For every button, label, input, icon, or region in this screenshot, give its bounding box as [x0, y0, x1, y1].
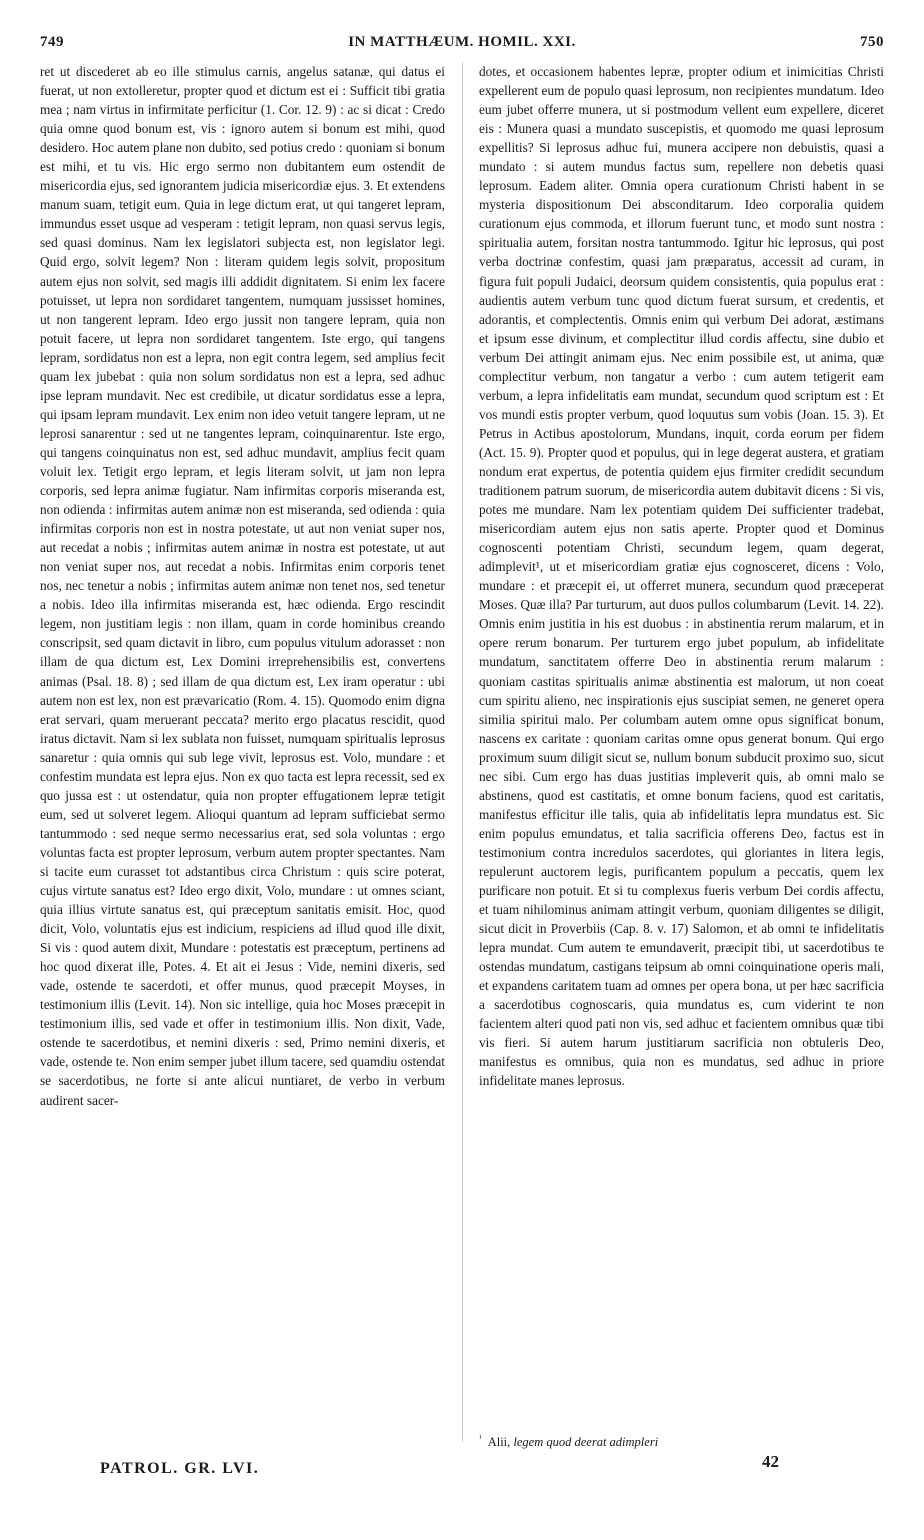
- page-number-left: 749: [40, 34, 64, 50]
- column-right-text: dotes, et occasionem habentes lepræ, propter odium et inimicitias Christi expellerent eum de populo quasi leprosum, non recipientes mundatum. Ideo eum jubet offerre munera, ut si postmodum vellent eum expellere, diceret eis : Munera quasi a mundato suscepistis, et quomodo me quasi leprosum expellitis? Si leprosus adhuc fui, munera accipere non debuistis, quasi a mundato : si autem mundus factus sum, repellere non debetis quasi leprosum. Eadem aliter. Omnia opera curationum Christi habent in se mysteria dispositionum Dei absconditarum. Ideo corporalia quidem curationum ejus commoda, et illorum fuerunt tunc, et modo sunt nostra : spiritualia autem, forsitan nostra tantummodo. Igitur hic leprosus, qui post verba doctrinæ confestim, quasi jam præparatus, accessit ad curam, in figura fuit populi Judaici, deorsum quidem consistentis, quia populus erat : audientis autem verbum tunc quod dictum fuerat sursum, et credentis, et adorantis, et complectentis. Omnis enim qui verbum Dei adorat, æstimans et ipsum esse divinum, et complectitur illud cordis affectu, sine dubio et verbum Dei attingit animam ejus. Nec enim possibile est, ut anima, quæ complectitur verbum, non tangatur a verbo : cum autem tetigerit eam verbum, a lepra infidelitatis eam mundat, secundum quod scriptum est : Et vos mundi estis propter verbum, quod loquutus sum vobis (Joan. 15. 3). Et Petrus in Actibus apostolorum, Mundans, inquit, corda eorum per fidem (Act. 15. 9). Propter quod et populus, qui in lege degerat austera, et gratiam nondum erat expertus, de potentia quidem ejus firmiter credidit secundum traditionem patrum suorum, de misericordia autem dubitavit dicens : Si vis, potes me mundare. Nam lex potentiam quidem Dei sufficienter tradebat, misericordiam autem ejus non satis aperte. Propter quod et Dominus cognoscenti potentiam Christi, secundum legem, quam degerat, adimplevit¹, ut et misericordiam gratiæ ejus cognosceret, dicens : Volo, mundare : et præcepit ei, ut offerret munera, secundum quod præceperat Moses. Quæ illa? Par turturum, aut duos pullos columbarum (Levit. 14. 22). Omnis enim justitia in his est duobus : in abstinentia rerum malarum, et in opere rerum bonarum. Per turturem ergo jubet populum, ab infidelitate mundatum, sanctitatem offerre Deo in abstinentia rerum malarum : quoniam castitas spiritualis animæ abstinentia est malorum, ut non coeat cum spiritu alieno, nec inspirationis ejus suscipiat semen, ne generet opera similia spiritui malo. Per columbam autem omne opus significat bonum, nascens ex caritate : quoniam caritas omne opus generat bonum. Qui ergo proximum suum diligit sicut se, nullum bonum subducit proximo suo, sicut nec sibi. Cum ergo has duas justitias impleverit quis, ab omni malo se abstinens, quod est castitatis, et omne bonum faciens, quod est caritatis, manifestus efficitur ille talis, quia ab infidelitatis lepra mundatus est. Sic enim populus emundatus, et talia sacrificia offerens Deo, factus est in testimonium contra incredulos sacerdotes, qui gloriantes in litera legis, repulerunt auctorem legis, purificantem populum a peccatis, quem lex purificare non potuit. Et si tu complexus fueris verbum Dei cordis affectu, et tuam nihilominus animam attingit verbum, quoniam diligentes se diligit, sicut dicit in Proverbiis (Cap. 8. v. 17) Salomon, et ab omni te infidelitatis lepra mundat. Cum autem te emundaverit, præcipit tibi, ut sacerdotibus te ostendas mundatum, castigans teipsum ab omni coinquinatione operis mali, et expandens caritatem tuam ad omnes per opera bona, ut per hæc sacrificia a sacerdotibus cognoscaris, quia mundatus es, cum viderint te non facientem alteri quod pati non vis, sed adhuc et facientem omnibus quæ tibi vis fieri. Si autem harum justitiarum sacrificia non obtuleris Deo, manifestus es omnibus, quia non es mundatus, sed adhuc in priore infidelitate manes leprosus.: [479, 64, 884, 1089]
- signature-number: 42: [762, 1452, 779, 1471]
- footnote-mark: ¹: [479, 1433, 482, 1443]
- column-divider: [462, 62, 463, 1442]
- footnote-text: legem quod deerat adimpleri: [513, 1435, 659, 1450]
- footnote-lead: Alii,: [487, 1435, 511, 1450]
- running-title: IN MATTHÆUM. HOMIL. XXI.: [348, 34, 576, 50]
- text-column-left: [40, 62, 445, 1440]
- signature-mark-left: PATROL. GR. LVI.: [100, 1460, 260, 1477]
- text-column-right: [479, 62, 884, 1380]
- running-header: [40, 34, 884, 58]
- column-left-text: ret ut discederet ab eo ille stimulus carnis, angelus satanæ, qui datus ei fuerat, ut non extolleretur, propter quod et dictum est ei : Sufficit tibi gratia mea ; nam virtus in infirmitate perficitur (1. Cor. 12. 9) : ac si dicat : Credo quia omne quod bonum est, vis : ignoro autem si bonum est mihi, quod desidero. Hoc autem plane non dubito, sed potius credo : quoniam si bonum est mihi, et tu vis. Hic ergo sermo non dubitantem eum ostendit de misericordia ejus, sed ignorantem judicia misericordiæ ejus. 3. Et extendens manum suam, tetigit eum. Quia in lege dictum erat, ut qui tangeret lepram, immundus esset usque ad vesperam : tetigit lepram, non quasi servus legis, sed quasi dominus. Nam lex legislatori subjecta est, non legislator legi. Quid ergo, solvit legem? Non : literam quidem legis solvit, propositum autem ejus non solvit, sed magis illi addidit dignitatem. Si enim lex facere potuisset, ut lepra non sordidaret tangentem, numquam jussisset homines, ut non tangerent lepram. Ideo ergo jussit non tangere lepram, quia non potuit facere, ut lepra non sordidaret tangentem. Iste ergo, qui tangens lepram, sordidatus non est a lepra, non egit contra legem, sed amplius fecit quam lex jubebat : quia non solum sordidatus non est a lepra, sed adhuc ipse lepram mundavit. Nec est credibile, ut dicatur sordidatus esse a lepra, qui ipsam lepram mundavit. Lex enim non ideo vetuit tangere lepram, ut ne leprosi sanarentur : sed ut ne tangentes lepram, coinquinarentur. Iste ergo, qui tangens coinquinatus non est, sed adhuc mundavit, amplius fecit quam voluit lex. Tetigit ergo lepram, et legis literam solvit, ut jam non lepra corporis, sed lepra animæ fugiatur. Nam infirmitas corporis miseranda est, non odienda : infirmitas autem animæ non est miseranda, sed odienda : quia infirmitas corporis non est in nostra potestate, ut aut non veniat super nos, aut recedat a nobis ; infirmitas autem animæ in nostra est potestate, ut aut non veniat super nos, aut recedat a nobis. Infirmitas enim corporis tenet nos, nec tenetur a nobis ; infirmitas autem animæ non tenet nos, sed tenetur a nobis. Ideo illa infirmitas miseranda est, hæc odienda. Ergo rescindit legem, non justitiam legis : non illam, quam in corde hominibus creando conscripsit, sed quam dictavit in libro, cum populus vitulum adorasset : non illam de qua dictum est, Lex Domini irreprehensibilis est, convertens animas (Psal. 18. 8) ; sed illam de qua dictum est, Lex iram operatur : ubi autem non est lex, non est prævaricatio (Rom. 4. 15). Quomodo enim digna erat servari, quam meruerant peccata? merito ergo placatus rescidit, quod iratus dictavit. Nam si lex sublata non fuisset, numquam spiritualis leprosus sanaretur : quia omnis qui sub lege vivit, leprosus est. Volo, mundare : et confestim mundata est lepra ejus. Non ex quo tacta est lepra recessit, sed ex quo jussa est : ut ostendatur, quia non propter effugationem lepræ tetigit eum, sed ut solveret legem. Alioqui quantum ad lepram sufficiebat sermo tantummodo : sed neque sermo necessarius erat, sed sola voluntas : ergo voluntas facta est propter leprosum, verbum autem propter spectantes. Nam si tacite eum curasset tot adstantibus circa Christum : quis scire poterat, cujus virtute sanatus est? Ideo ergo dixit, Volo, mundare : ut omnes sciant, quia illius virtute sanatus est, qui præceptum sanitatis emisit. Hoc, quod dicit, Volo, voluntatis ejus est indicium, respiciens ad illud quod ille dixit, Si vis : quod autem dixit, Mundare : potestatis est præceptum, pertinens ad hoc quod dixerat ille, Potes. 4. Et ait ei Jesus : Vide, nemini dixeris, sed vade, ostende te sacerdoti, et offer munus, quod præcepit Moyses, in testimonium illis (Levit. 14). Non sic intellige, quia hoc Moses præcepit in testimonium illis, sed vade et offer in testimonium illis. Non dixit, Vade, ostende te sacerdotibus, et nemini dixeris : sed, Primo nemini dixeris, et vade, ostende te. Non enim semper jubet illum tacere, sed quamdiu ostendat se sacerdotibus, ne forte si ante alicui nuntiaret, de verbo in verbum audirent sacer-: [40, 64, 445, 1108]
- footnote: [479, 1430, 884, 1450]
- page-number-right: 750: [860, 34, 884, 50]
